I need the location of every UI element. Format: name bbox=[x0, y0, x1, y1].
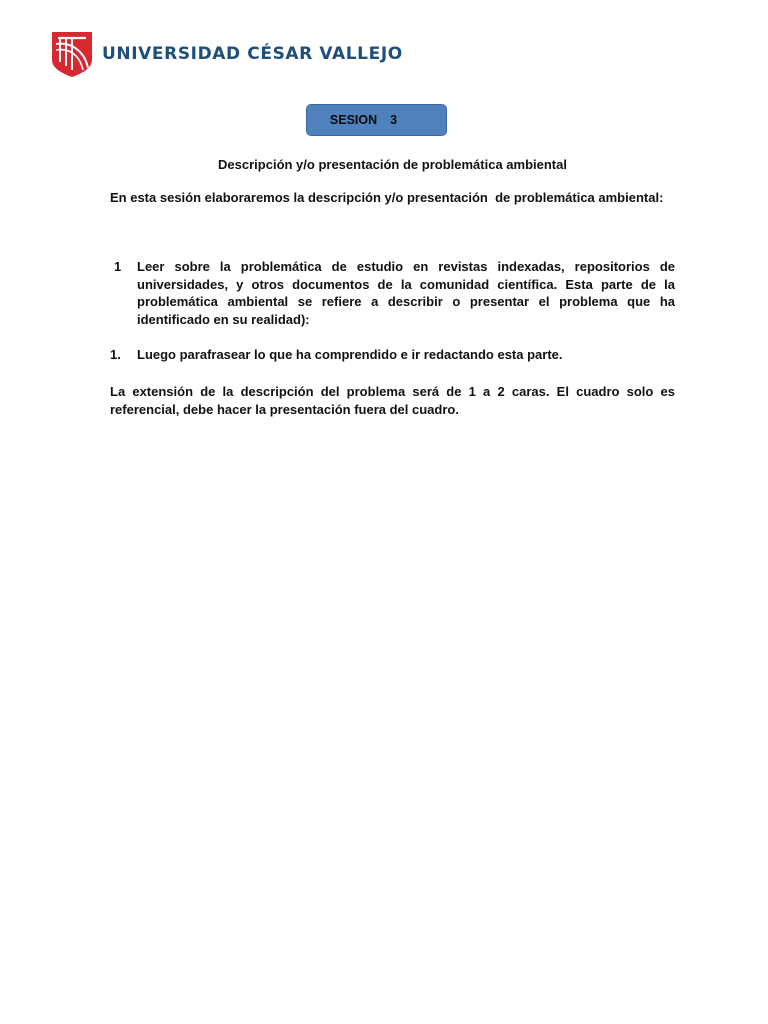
extension-note: La extensión de la descripción del problema será de 1 a 2 caras. El cuadro solo es referencial, debe hacer la presentación fuera del cuadro. bbox=[110, 384, 675, 417]
university-logo bbox=[50, 30, 403, 78]
session-badge bbox=[306, 104, 447, 136]
session-label: SESION 3 bbox=[329, 113, 398, 127]
list-item-number: 1. bbox=[110, 347, 121, 362]
list-item-text: Luego parafrasear lo que ha comprendido e ir redactando esta parte. bbox=[137, 347, 563, 362]
intro-paragraph: En esta sesión elaboraremos la descripción y/o presentación de problemática ambiental: bbox=[110, 190, 664, 205]
list-item-number: 1 bbox=[114, 259, 122, 274]
document-title: Descripción y/o presentación de problemática ambiental bbox=[218, 157, 567, 172]
list-item bbox=[110, 346, 675, 364]
list-item bbox=[110, 258, 675, 328]
list-item-text: Leer sobre la problemática de estudio en revistas indexadas, repositorios de universidades, y otros documentos de la comunidad científica. Esta parte de la problemática ambiental se refiere a describir o presentar el problema que ha identificado en su realidad): bbox=[137, 259, 675, 327]
university-name: UNIVERSIDAD CÉSAR VALLEJO bbox=[102, 44, 403, 64]
ucv-shield-icon bbox=[50, 30, 94, 78]
